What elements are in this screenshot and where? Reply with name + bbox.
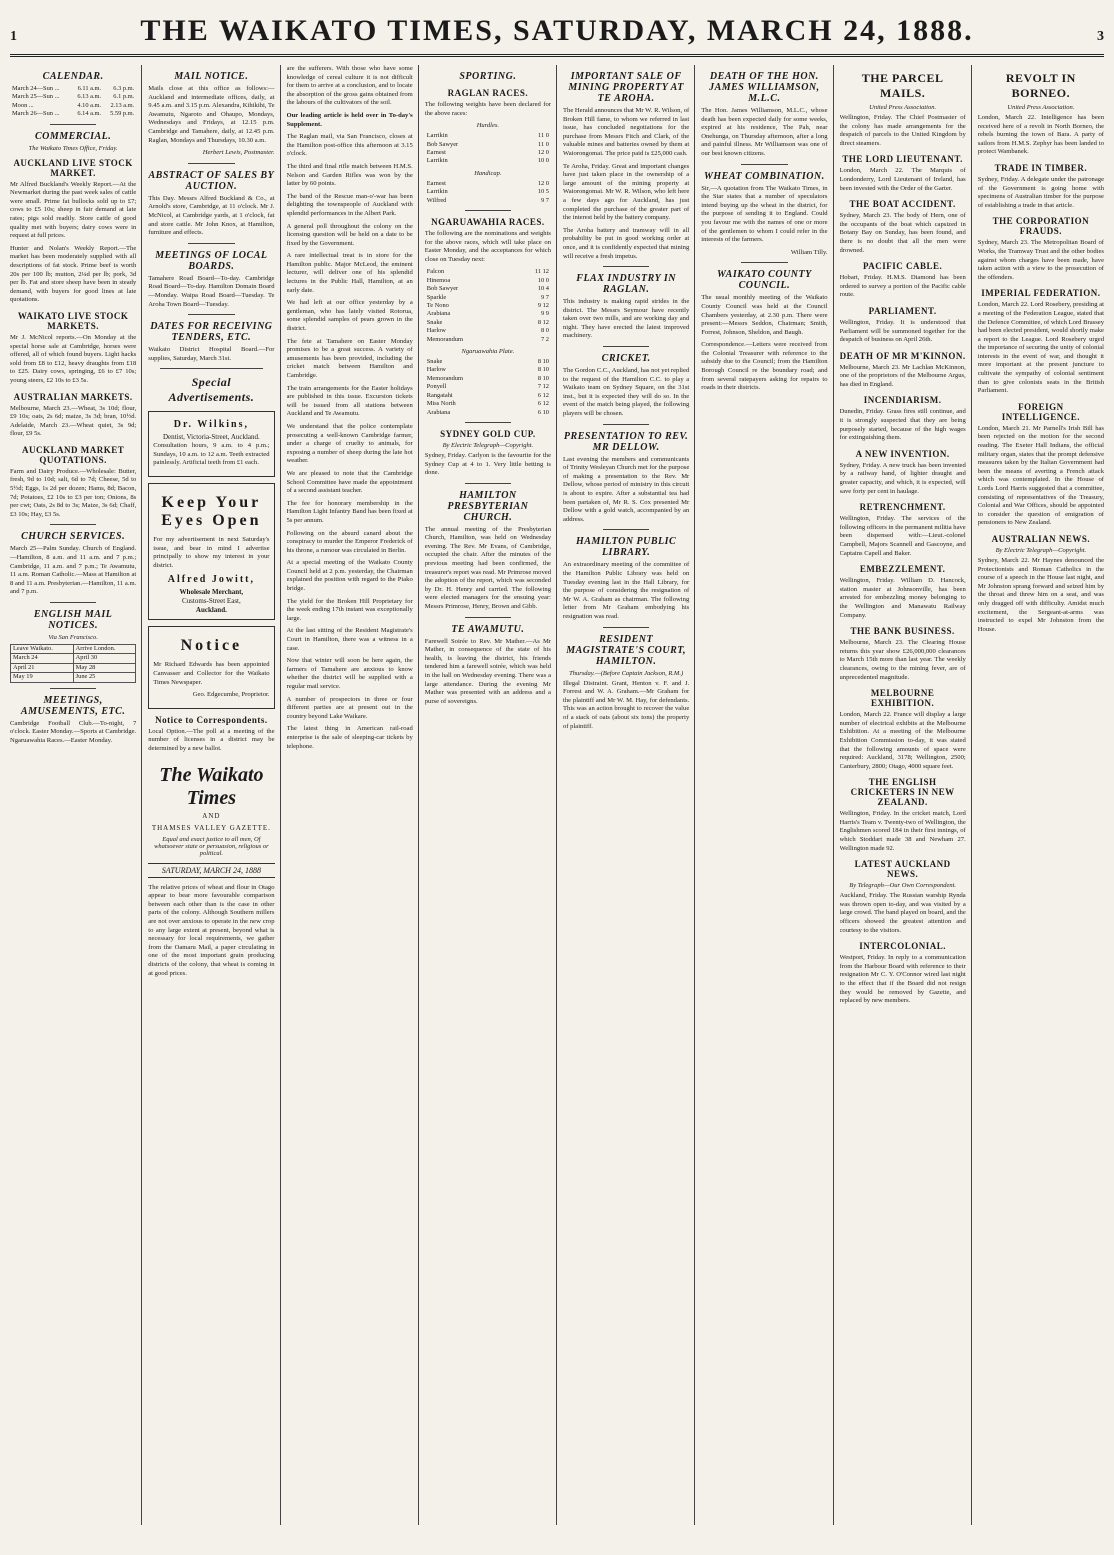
te-awamutu-paragraph: Farewell Soirée to Rev. Mr Mather.—As Mr Mather, in consequence of the state of his health, is leaving the district, his friends tendered him a farewell soirée, which was held in the hall on Wednesday evening. There was a large attendance. During the evening Mr Mather was presented with an address and a purse of sovereigns. bbox=[424, 637, 551, 705]
calendar-cell: Moon ... bbox=[12, 101, 34, 109]
page-number-right: 3 bbox=[1097, 29, 1104, 44]
horse-name: Memorandum bbox=[426, 335, 463, 343]
imperial-federation-heading: IMPERIAL FEDERATION. bbox=[981, 288, 1101, 299]
mining-paragraph: The Herald announces that Mr W. R. Wilson, of Broken Hill fame, to whom we referred in last issue, has concluded negotiations for the purchase from Messrs Fitch and Clark, of the valuable mines and batteries owned by them at Waiorongomai. The price paid is £25,000 cash. bbox=[563, 107, 690, 157]
calendar-cell: 6.13 a.m. bbox=[77, 93, 102, 101]
australian-news-heading: AUSTRALIAN NEWS. bbox=[991, 533, 1091, 544]
commercial-heading: COMMERCIAL. bbox=[34, 130, 112, 142]
notice-signature: Geo. Edgecumbe, Proprietor. bbox=[192, 691, 270, 699]
mail-cell: Arrive London. bbox=[73, 645, 136, 654]
divider bbox=[160, 368, 262, 369]
horse-name: Harlow bbox=[426, 327, 446, 335]
dentist-paragraph: Consultation hours, 9 a.m. to 4 p.m.; Sundays, 10 a.m. to 12 a.m. Teeth extracted painlessly. Artificial teeth from £1 each. bbox=[153, 442, 270, 467]
sydney-cup-subheading: By Electric Telegraph—Copyright. bbox=[442, 441, 534, 449]
library-heading: HAMILTON PUBLIC LIBRARY. bbox=[576, 536, 677, 559]
table-row bbox=[11, 673, 136, 682]
horse-name: Larrikin bbox=[426, 188, 448, 196]
mail-table bbox=[10, 644, 136, 683]
rm-court-paragraph: Illegal Distraint. Grant, Henton v. F. and J. Forrest and W. A. Graham.—Mr Graham for the plaintiff and Mr W. M. Hay, for defendants. This was an action brought to recover the value of a stack of oats (about six tons) the property of plaintiff. bbox=[563, 679, 690, 730]
divider bbox=[188, 163, 234, 164]
parcel-paragraph: Wellington, Friday. The Chief Postmaster of the colony has made arrangements for the despatch of parcels to the United Kingdom by direct steamers. bbox=[839, 114, 966, 147]
table-row bbox=[425, 268, 551, 276]
mail-cell: May 28 bbox=[73, 663, 136, 672]
presbyterian-heading: HAMILTON PRESBYTERIAN CHURCH. bbox=[447, 489, 529, 523]
news-paragraph: are the sufferers. With those who have some knowledge of cereal culture it is not difficult for them to arrive at a conclusion, and to locate the absorption of the gross gains obtained from the labours of the cultivators of the soil. bbox=[286, 65, 413, 107]
horse-name: Larrikin bbox=[426, 132, 448, 140]
horse-weight: 8 10 bbox=[537, 366, 549, 374]
horse-weight: 8 10 bbox=[537, 374, 549, 382]
flax-heading: FLAX INDUSTRY IN RAGLAN. bbox=[576, 273, 676, 296]
column-2 bbox=[148, 65, 280, 1525]
mail-cell: April 30 bbox=[73, 654, 136, 663]
invention-paragraph: Sydney, Friday. A new truck has been invented by a railway hand, of lighter draught and greater capacity, and which, it is expected, will save forty per cent in haulage. bbox=[839, 461, 966, 495]
horse-name: Earnest bbox=[426, 179, 446, 187]
news-paragraph: The Raglan mail, via San Francisco, closes at the Hamilton post-office this afternoon at 3.15 o'clock. bbox=[286, 133, 413, 158]
horse-name: Snake bbox=[426, 358, 443, 366]
horse-name: Ponyell bbox=[426, 383, 447, 391]
borneo-subheading: United Press Association. bbox=[1007, 104, 1075, 111]
sydney-cup-heading: SYDNEY GOLD CUP. bbox=[440, 428, 536, 439]
pacific-cable-paragraph: Hobart, Friday. H.M.S. Diamond has been ordered to survey a portion of the Pacific cable route. bbox=[839, 274, 966, 299]
calendar-cell: 5.59 p.m. bbox=[110, 110, 135, 118]
local-boards-paragraph: Tamahere Road Board—To-day. Cambridge Road Board—To-day. Hamilton Domain Board—Monday. Waipa Road Board—Tuesday. Te Aroha Town Board—Tuesday. bbox=[148, 274, 275, 308]
horse-weight: 12 0 bbox=[537, 149, 549, 156]
dentist-address: Dentist, Victoria-Street, Auckland. bbox=[162, 433, 260, 442]
horse-weight: 8 12 bbox=[537, 318, 549, 326]
table-row bbox=[425, 392, 551, 400]
calendar-cell: March 24—Sun ... bbox=[12, 85, 60, 92]
retrenchment-paragraph: Wellington, Friday. The services of the following officers in the permanent militia have been dispensed with:—Lieut.-colonel Campbell, Majors Scannell and Gascoyne, and Captains Capell and Baker. bbox=[839, 515, 966, 557]
handicap-table bbox=[425, 180, 551, 205]
paper-and: AND bbox=[202, 811, 221, 820]
latest-auckland-subheading: By Telegraph—Our Own Correspondent. bbox=[849, 882, 957, 890]
table-row bbox=[425, 409, 551, 417]
horse-weight: 6 12 bbox=[537, 391, 549, 399]
divider bbox=[741, 262, 787, 263]
borneo-heading: REVOLT IN BORNEO. bbox=[1005, 71, 1076, 100]
table-row bbox=[11, 654, 136, 663]
notice-headline: Notice bbox=[180, 637, 243, 655]
table-row bbox=[425, 197, 551, 205]
hurdles-heading: Hurdles. bbox=[476, 122, 500, 130]
ngaruawahia-table bbox=[425, 268, 551, 344]
divider bbox=[603, 627, 649, 628]
mining-paragraph: Te Aroha, Friday. Great and important changes have just taken place in the ownership of a large amount of the mining property at Waiorongomai. Mr W. R. Wilson, who left here a few days ago for Auckland, has just completed the purchase of the greater part of the interest held by the battery company. bbox=[563, 162, 690, 222]
latest-auckland-paragraph: Auckland, Friday. The Russian warship Rynda was thrown open to-day, and was visited by a large crowd. The band played on board, and the officers showed the greatest attention and courtesy to the visitors. bbox=[839, 892, 966, 934]
hurdles-table bbox=[425, 132, 551, 166]
boat-accident-heading: THE BOAT ACCIDENT. bbox=[849, 199, 956, 210]
table-row bbox=[425, 336, 551, 344]
australian-markets-heading: AUSTRALIAN MARKETS. bbox=[13, 391, 133, 402]
auckland-quotations-heading: AUCKLAND MARKET QUOTATIONS. bbox=[21, 444, 125, 465]
invention-heading: A NEW INVENTION. bbox=[855, 448, 950, 459]
masthead bbox=[10, 10, 1104, 57]
table-row bbox=[425, 180, 551, 188]
mckinnon-paragraph: Melbourne, March 23. Mr Lachlan McKinnon, one of the proprietors of the Melbourne Argus, has died in England. bbox=[839, 363, 966, 388]
sydney-cup-paragraph: Sydney, Friday. Carlyon is the favourite for the Sydney Cup at 4 to 1. Very little betting is done. bbox=[424, 451, 551, 477]
calendar-cell: March 25—Sun ... bbox=[12, 93, 60, 101]
corporation-frauds-paragraph: Sydney, March 23. The Metropolitan Board of Works, the Tramway Trust and the other bodies against whom charges have been made, have taken action with a view to the prosecution of the offenders. bbox=[977, 239, 1104, 281]
news-paragraph: Now that winter will soon be here again, the farmers of Tamahere are anxious to know whether the district will be supplied with a regular mail service. bbox=[286, 657, 413, 690]
eyes-paragraph: For my advertisement in next Saturday's issue, and bear in mind I advertise principally to show my interest in your district. bbox=[153, 536, 270, 569]
tenders-heading: DATES FOR RECEIVING TENDERS, ETC. bbox=[150, 321, 273, 344]
calendar-table bbox=[10, 85, 136, 119]
timber-heading: TRADE IN TIMBER. bbox=[994, 162, 1088, 173]
melbourne-exhibition-heading: MELBOURNE EXHIBITION. bbox=[870, 688, 935, 709]
column-5 bbox=[563, 65, 695, 1525]
horse-weight: 9 12 bbox=[537, 302, 549, 310]
dentist-advertisement bbox=[148, 411, 274, 477]
newspaper-page bbox=[10, 10, 1104, 1535]
table-row bbox=[425, 366, 551, 374]
eyes-advertisement bbox=[148, 483, 274, 620]
commercial-market-heading: AUCKLAND LIVE STOCK MARKET. bbox=[13, 157, 133, 178]
intercolonial-paragraph: Westport, Friday. In reply to a communication from the Harbour Board with reference to their resignation Mr C. Y. O'Connor wired last night to the effect that if the Board did not resign they would be removed by Gazette, and replaced by new members. bbox=[839, 954, 966, 1005]
calendar-cell: March 26—Sun ... bbox=[12, 110, 60, 118]
mail-cell: Leave Waikato. bbox=[11, 645, 74, 654]
horse-weight: 11 12 bbox=[534, 268, 549, 276]
mckinnon-heading: DEATH OF MR M'KINNON. bbox=[839, 350, 966, 361]
horse-name: Rangatahi bbox=[426, 391, 453, 399]
paper-title: The Waikato Times bbox=[159, 763, 264, 809]
table-row bbox=[10, 102, 136, 110]
cricketers-heading: THE ENGLISH CRICKETERS IN NEW ZEALAND. bbox=[850, 777, 955, 808]
mail-notice-paragraph: Mails close at this office as follows:—Auckland and intermediate offices, daily, at 9.45 a.m. and 3.15 p.m. Alexandra, Kihikihi, Te Awamutu, Ngaroto and Ohaupo, Mondays, Wednesdays and Fridays, at 12.15 p.m. Cambridge and Tamahere, daily, at 12.45 p.m. Raglan, Mondays and Thursdays, 10.30 a.m. bbox=[148, 85, 275, 144]
calendar-cell: 6.1 p.m. bbox=[113, 93, 135, 101]
raglan-races-heading: RAGLAN RACES. bbox=[447, 88, 529, 98]
horse-name: Falcon bbox=[426, 268, 445, 276]
death-paragraph: The Hon. James Williamson, M.L.C., whose death has been expected daily for some weeks, expired at his residence, The Pah, near Onehunga, on Thursday afternoon, after a long and painful illness. Mr Williamson was one of our best known citizens. bbox=[701, 107, 828, 157]
mail-cell: May 19 bbox=[11, 673, 74, 682]
dellow-paragraph: Last evening the members and communicants of Trinity Wesleyan Church met for the purpose of making a presentation to the Rev. Mr Dellow, whose period of ministry in this circuit is about to expire. After a substantial tea had been partaken of, Mr R. S. Cox presented Mr Dellow with a gold watch, accompanied by an address. bbox=[563, 455, 690, 523]
te-awamutu-heading: TE AWAMUTU. bbox=[451, 623, 525, 635]
mail-notice-signature: Herbert Lewis, Postmaster. bbox=[202, 149, 275, 157]
pacific-cable-heading: PACIFIC CABLE. bbox=[862, 261, 943, 272]
boat-accident-paragraph: Sydney, March 23. The body of Hern, one of the occupants of the boat which capsized in Botany Bay on Sunday, has been found, and there is no doubt that all the men were drowned. bbox=[839, 212, 966, 254]
abstract-sales-paragraph: This Day. Messrs Alfred Buckland & Co., at Arnold's store, Cambridge, at 11 o'clock. Mr J. McNicol, at Cambridge yards, at 1 o'clock, fat and store cattle. Mr John Knox, at Hamilton, furniture and effects. bbox=[148, 194, 275, 237]
horse-weight: 10 4 bbox=[537, 285, 549, 293]
table-row bbox=[425, 132, 551, 140]
horse-weight: 7 2 bbox=[541, 335, 549, 343]
horse-weight: 10 0 bbox=[537, 276, 549, 284]
table-row bbox=[425, 149, 551, 157]
library-paragraph: An extraordinary meeting of the committee of the Hamilton Public Library was held on Tuesday evening last in the Hall Library, for the purpose of considering the resignation of Mr W. A. Graham as chairman. The following letter from Mr Graham embodying his resignation was read. bbox=[563, 561, 690, 620]
page-number-left: 1 bbox=[10, 29, 17, 44]
news-paragraph: The band of the Rescue man-o'-war has been delighting the townspeople of Auckland with splendid performances in the Albert Park. bbox=[286, 192, 413, 217]
table-row bbox=[425, 277, 551, 285]
table-row bbox=[425, 319, 551, 327]
ngaruawahia-heading: NGARUAWAHIA RACES. bbox=[431, 217, 545, 228]
cricketers-paragraph: Wellington, Friday. In the cricket match, Lord Harris's Team v. Twenty-two of Wellington, the Englishmen scored 184 in their first innings, of which Stoddart made 38 and Newham 27. Wellington made 92. bbox=[839, 810, 966, 852]
divider bbox=[741, 164, 787, 165]
news-paragraph: Our leading article is held over in To-day's Supplement. bbox=[286, 111, 413, 128]
wheat-signature: William Tilly. bbox=[790, 248, 828, 256]
raglan-paragraph: The following weights have been declared for the above races: bbox=[424, 101, 551, 117]
australian-news-subheading: By Electric Telegraph—Copyright. bbox=[995, 546, 1087, 554]
table-row bbox=[425, 294, 551, 302]
horse-name: Memorandum bbox=[426, 374, 463, 382]
eyes-headline: Keep Your Eyes Open bbox=[161, 494, 262, 530]
incendiarism-paragraph: Dunedin, Friday. Grass fires still continue, and it is strongly suspected that they are being purposely started, because of the high wages for extinguishing them. bbox=[839, 408, 966, 442]
flax-paragraph: This industry is making rapid strides in the district. The Messrs Seymour have recently taken over two mills, and are working day and night. They have erected the latest improved machinery. bbox=[563, 298, 690, 340]
table-row bbox=[425, 383, 551, 391]
australian-news-paragraph: Sydney, March 22. Mr Haynes denounced the Protectionists and Roman Catholics in the course of a speech in the House last night, and Mr Johnston sprang forward and seized him by the throat and threw him on a seat, and was only dragged off with difficulty. Amidst much excitement, the Sergeant-at-arms was instructed to expel Mr Johnston from the House. bbox=[977, 556, 1104, 633]
news-paragraph: The latest thing in American rail-road enterprise is the sale of sleeping-car tickets by telephone. bbox=[286, 725, 413, 750]
horse-name: Sparkle bbox=[426, 293, 447, 301]
plate-table bbox=[425, 358, 551, 417]
notice-advertisement bbox=[148, 626, 274, 708]
horse-name: Bob Sawyer bbox=[426, 285, 459, 293]
divider bbox=[188, 314, 234, 315]
news-paragraph: We had left at our office yesterday by a gentleman, who has lately visited Rotorua, some splendid samples of pears grown in the district. bbox=[286, 299, 413, 333]
borneo-paragraph: London, March 22. Intelligence has been received here of a revolt in North Borneo, the rebels burning the town of Bara. A party of sailors from H.M.S. Zephyr has been landed to protect Wambanek. bbox=[977, 114, 1104, 156]
merchant-name: Alfred Jowitt, bbox=[167, 574, 255, 586]
intercolonial-heading: INTERCOLONIAL. bbox=[859, 941, 946, 952]
imperial-federation-paragraph: London, March 22. Lord Rosebery, presiding at a meeting of the Federation League, stated that the Defence Committee, of which Lord Brassey had been elected president, would shortly make a report to the League. Lord Rosebery urged the importance of securing the unity of colonial interests in the event of war, and thought it more important at the present juncture to cultivate the sympathy of colonial sentiment than to give colonists seats in the British Parliament. bbox=[977, 301, 1104, 395]
table-row bbox=[10, 110, 136, 118]
news-paragraph: We understand that the police contemplate prosecuting a well-known Cambridge farmer, under a charge of cruelty to animals, for exposing a number of sheep during the late hot weather. bbox=[286, 422, 413, 465]
horse-weight: 9 7 bbox=[541, 293, 549, 301]
divider bbox=[188, 243, 234, 244]
mail-notice-heading: MAIL NOTICE. bbox=[174, 71, 249, 82]
divider bbox=[465, 210, 511, 211]
livestock-paragraph: Mr J. McNicol reports.—On Monday at the special horse sale at Cambridge, horses were offered, all of which found buyers. Light hacks sold from £8 to £12, heavy draughts from £18 to £25. Dairy cows, springing, £6 to £7 10s; young steers, £2 10s to £3 5s. bbox=[10, 333, 137, 384]
divider bbox=[50, 124, 96, 125]
horse-name: Snake bbox=[426, 318, 443, 326]
commercial-paragraph: Hunter and Nolan's Weekly Report.—The market has been moderately supplied with all descriptions of fat stock. Prime beef is worth 20s per 100 lb; mutton, 2¼d per lb; pork, 3d per lb. Fat and store sheep have been in steady demand, with buyers for good lines at late quotations. bbox=[10, 244, 137, 304]
correspondents-paragraph: Local Option.—The poll at a meeting of the number of licenses in a district may be determined by a new ballot. bbox=[148, 727, 275, 752]
divider bbox=[465, 617, 511, 618]
embezzlement-paragraph: Wellington, Friday. William D. Hancock, station master at Johnsonville, has been arrested for embezzling money belonging to the Wellington and Manawatu Railway Company. bbox=[839, 577, 966, 619]
paper-subtitle: THAMSES VALLEY GAZETTE. bbox=[151, 823, 271, 832]
table-row bbox=[425, 400, 551, 408]
divider bbox=[50, 602, 96, 603]
horse-name: Earnest bbox=[426, 149, 446, 156]
news-paragraph: Following on the absurd canard about the conspiracy to murder the Emperor Frederick of his throne, a rumour was circulated in Berlin. bbox=[286, 529, 413, 554]
news-paragraph: The fete at Tamahere on Easter Monday promises to be a great success. A variety of amusements has been provided, including the cricket match between Hamilton and Cambridge. bbox=[286, 337, 413, 379]
horse-weight: 10 5 bbox=[537, 188, 549, 196]
divider bbox=[50, 524, 96, 525]
column-7 bbox=[840, 65, 972, 1525]
church-paragraph: March 25—Palm Sunday. Church of England.—Hamilton, 8 a.m. and 11 a.m. and 7 p.m.; Cambridge, 11 a.m. and 7 p.m.; Te Awamutu, 11 a.m. Roman Catholic.—Mass at Hamilton at 8 and 11 a.m. Presbyterian.—Hamilton, 11 a.m. and 7 p.m. bbox=[10, 545, 137, 596]
leading-article: The relative prices of wheat and flour in Otago appear to bear more favourable comparison between each other than is the case in other parts of the colony. Although Southern millers are not over anxious to operate in the new crop to any large extent at present, beyond what is necessary for local requirements, we gather from the Oamaru Mail, a paper circulating in one of the most important grain producing districts of the colony, that wheat is coming in at good prices. bbox=[148, 883, 275, 977]
horse-weight: 7 12 bbox=[537, 383, 549, 391]
mail-cell: April 21 bbox=[11, 663, 74, 672]
parcel-mails-heading: THE PARCEL MAILS. bbox=[861, 71, 944, 100]
divider bbox=[465, 483, 511, 484]
table-row bbox=[425, 157, 551, 165]
column-6 bbox=[701, 65, 833, 1525]
mining-sale-heading: IMPORTANT SALE OF MINING PROPERTY AT TE AROHA. bbox=[568, 71, 684, 104]
news-paragraph: A number of prospectors in three or four different parties are at present out in the country beyond Lake Waikare. bbox=[286, 695, 413, 720]
divider bbox=[465, 422, 511, 423]
horse-weight: 8 0 bbox=[541, 327, 549, 335]
table-row bbox=[11, 645, 136, 654]
timber-paragraph: Sydney, Friday. A delegate under the patronage of the Government is going home with specimens of Australian timber for the purpose of establishing a trade in that article. bbox=[977, 175, 1104, 209]
horse-name: Miss North bbox=[426, 400, 456, 408]
horse-weight: 9 7 bbox=[541, 196, 549, 204]
horse-name: Arabiana bbox=[426, 408, 451, 416]
horse-name: Hinemoa bbox=[426, 276, 451, 284]
horse-weight: 6 12 bbox=[537, 400, 549, 408]
local-boards-heading: MEETINGS OF LOCAL BOARDS. bbox=[155, 249, 268, 272]
dentist-name: Dr. Wilkins, bbox=[173, 419, 249, 431]
news-paragraph: We are pleased to note that the Cambridge School Committee have made the appointment of a second assistant teacher. bbox=[286, 469, 413, 495]
calendar-cell: 4.10 a.m. bbox=[77, 101, 102, 109]
news-paragraph: A general poll throughout the colony on the licensing question will be held on a date to be fixed by the Government. bbox=[286, 222, 413, 247]
commercial-paragraph: Mr Alfred Buckland's Weekly Report.—At the Newmarket during the past week sales of cattle were small. Prime fat bullocks sold up to £7; cows to £5 10s; sheep in fair demand at late rates; pigs sold readily. Store cattle of good quality met with buyers; dairy cows were in request at full prices. bbox=[10, 180, 137, 240]
divider bbox=[603, 266, 649, 267]
rm-court-subheading: Thursday.—(Before Captain Jackson, R.M.) bbox=[569, 669, 684, 677]
notice-paragraph: Mr Richard Edwards has been appointed Canvasser and Collector for the Waikato Times Newspaper. bbox=[153, 661, 270, 686]
calendar-cell: 6.14 a.m. bbox=[77, 110, 102, 118]
merchant-line: Auckland. bbox=[195, 606, 227, 615]
latest-auckland-heading: LATEST AUCKLAND NEWS. bbox=[854, 859, 951, 880]
horse-name: Wilfred bbox=[426, 196, 447, 204]
meetings-heading: MEETINGS, AMUSEMENTS, ETC. bbox=[20, 694, 126, 717]
horse-weight: 11 0 bbox=[538, 132, 549, 140]
column-4 bbox=[425, 65, 557, 1525]
horse-weight: 6 10 bbox=[537, 408, 549, 416]
calendar-cell: 2.13 a.m. bbox=[110, 101, 135, 109]
special-ads-heading: Special Advertisements. bbox=[168, 375, 255, 405]
table-row bbox=[425, 285, 551, 293]
news-paragraph: A rare intellectual treat is in store for the Hamilton public. Major McLeod, the eminent lecturer, will deliver one of his splendid lectures in the Public Hall, Hamilton, at an early date. bbox=[286, 252, 413, 294]
county-paragraph: The usual monthly meeting of the Waikato County Council was held at the Council Chambers yesterday, at 2.30 p.m. There were present:—Messrs Seddon, Chairman; Smith, Forrest, Johnson, Sheldon, and Baugh. bbox=[701, 294, 828, 336]
table-row bbox=[425, 141, 551, 149]
foreign-intelligence-heading: FOREIGN INTELLIGENCE. bbox=[1001, 401, 1081, 422]
corporation-frauds-heading: THE CORPORATION FRAUDS. bbox=[992, 216, 1090, 237]
lord-lieutenant-paragraph: London, March 22. The Marquis of Londonderry, Lord Lieutenant of Ireland, has been invested with the Order of the Garter. bbox=[839, 167, 966, 192]
church-heading: CHURCH SERVICES. bbox=[21, 531, 126, 543]
column-3 bbox=[287, 65, 419, 1525]
bank-business-heading: THE BANK BUSINESS. bbox=[850, 626, 955, 637]
divider bbox=[50, 688, 96, 689]
auckland-quotations-paragraph: Farm and Dairy Produce.—Wholesale: Butter, fresh, 9d to 10d; salt, 6d to 7d; Cheese, 5d to 5½d; Eggs, 1s 2d per dozen; Hams, 8d; Bacon, 7d; Potatoes, £2 10s to £3 per ton; Onions, 8s per cwt; Oats, 2s 8d to 3s; Maize, 3s 6d; Chaff, £3 10s; Hay, £3 5s. bbox=[10, 467, 137, 518]
divider bbox=[603, 424, 649, 425]
horse-weight: 12 0 bbox=[537, 179, 549, 187]
column-1 bbox=[10, 65, 142, 1525]
horse-name: Bob Sawyer bbox=[426, 140, 459, 148]
dellow-heading: PRESENTATION TO REV. MR DELLOW. bbox=[563, 430, 689, 453]
news-paragraph: The train arrangements for the Easter holidays are published in this issue. Excursion tickets will be issued from all stations between Auckland and Te Awamutu. bbox=[286, 384, 413, 418]
parliament-paragraph: Wellington, Friday. It is understood that Parliament will be summoned together for the despatch of business on April 26th. bbox=[839, 318, 966, 344]
table-row bbox=[425, 188, 551, 196]
mining-paragraph: The Aroha battery and tramway will in all probability be put in good working order at once, and it is confidently expected that mining will receive a fresh impetus. bbox=[563, 226, 690, 260]
table-row bbox=[425, 375, 551, 383]
table-row bbox=[425, 327, 551, 335]
sporting-heading: SPORTING. bbox=[459, 71, 517, 82]
table-row bbox=[10, 85, 136, 93]
news-paragraph: The yield for the Broken Hill Proprietary for the week ending 17th instant was exceptionally large. bbox=[286, 597, 413, 622]
lord-lieutenant-heading: THE LORD LIEUTENANT. bbox=[842, 154, 963, 165]
news-paragraph: At the last sitting of the Resident Magistrate's Court in Hamilton, there was a witness in a case. bbox=[286, 627, 413, 652]
melbourne-exhibition-paragraph: London, March 22. France will display a large number of electrical exhibits at the Melbourne Exhibition. At a meeting of the Melbourne Exhibition Commission to-day, it was stated that the following amounts of space were required: Auckland, 3178; Wellington, 2500; Canterbury, 2800; Otago, 4000 square feet. bbox=[839, 711, 966, 770]
divider bbox=[603, 346, 649, 347]
parcel-mails-subheading: United Press Association. bbox=[869, 104, 937, 111]
news-paragraph: The fee for honorary membership in the Hamilton Light Infantry Band has been fixed at 5s per annum. bbox=[286, 499, 413, 524]
news-paragraph: The third and final rifle match between H.M.S. Nelson and Garden Rifles was won by the latter by 60 points. bbox=[286, 162, 413, 188]
mail-notices-subheading: Via San Francisco. bbox=[48, 634, 98, 641]
horse-weight: 10 0 bbox=[537, 157, 549, 165]
county-council-heading: WAIKATO COUNTY COUNCIL. bbox=[717, 269, 812, 292]
horse-name: Larrikin bbox=[426, 157, 448, 165]
horse-name: Harlow bbox=[426, 366, 446, 374]
cricket-heading: CRICKET. bbox=[601, 353, 651, 365]
merchant-line: Customs-Street East, bbox=[182, 597, 241, 606]
commercial-subheading: The Waikato Times Office, Friday. bbox=[28, 144, 118, 152]
tenders-paragraph: Waikato District Hospital Board.—For supplies, Saturday, March 31st. bbox=[148, 346, 275, 362]
incendiarism-heading: INCENDIARISM. bbox=[863, 395, 942, 406]
horse-weight: 9 9 bbox=[541, 310, 549, 318]
bank-business-paragraph: Melbourne, March 23. The Clearing House returns this year show £26,000,000 clearances to March 15th more than last year. The weekly clearances, owing to the mining fever, are of unprecedented magnitude. bbox=[839, 639, 966, 681]
columns bbox=[10, 65, 1104, 1525]
correspondents-heading: Notice to Correspondents. bbox=[155, 714, 268, 725]
county-paragraph: Correspondence.—Letters were received from the Colonial Treasurer with reference to the subsidy due to the Council; from the Hamilton Borough Council re the boundary road; and from several ratepayers asking for repairs to roads in their districts. bbox=[701, 341, 828, 392]
calendar-cell: 6.3 p.m. bbox=[113, 85, 135, 92]
horse-weight: 11 0 bbox=[538, 140, 549, 148]
mail-notices-heading: ENGLISH MAIL NOTICES. bbox=[33, 609, 113, 631]
horse-weight: 8 10 bbox=[537, 358, 549, 366]
calendar-heading: CALENDAR. bbox=[42, 71, 104, 82]
presbyterian-paragraph: The annual meeting of the Presbyterian Church, Hamilton, was held on Wednesday evening. The Rev. Mr Evans, of Cambridge, occupied the chair. After the minutes of the previous meeting had been confirmed, the treasurer's report was read. Mr Primrose moved the adoption of the report, which was seconded by Dr. H. Henry and carried. The following were elected managers for the ensuing year: Messrs Primrose, Henry, Brown and Gibb. bbox=[424, 525, 551, 611]
wheat-paragraph: Sir,—A quotation from The Waikato Times, in the Star states that a number of speculators intend buying up the wheat in the district, for the purpose of sending it to England. Could you favour me with the names of one or more of the gentlemen to whom I could refer in the interests of the farmers. bbox=[701, 184, 828, 244]
abstract-sales-heading: ABSTRACT OF SALES BY AUCTION. bbox=[148, 169, 275, 192]
table-row bbox=[425, 302, 551, 310]
foreign-intelligence-paragraph: London, March 21. Mr Parnell's Irish Bill has been rejected on the motion for the second reading. The Exeter Hall Indians, the official military organ, states that the prompt defensive measures taken by the Italian Government had been the means of averting a French attack which was contemplated. In the House of Lords Lord Harris suggested that a committee, consisting of representatives of the Treasury, Colonial and War Offices, should be appointed to consider the question of emigration of pensioners to New Zealand. bbox=[977, 424, 1104, 527]
handicap-heading: Handicap. bbox=[474, 169, 502, 177]
cricket-paragraph: The Gordon C.C., Auckland, has not yet replied to the request of the Hamilton C.C. to play a Waikato team on Sydney Square, on the 31st inst., but it is expected they will do so. In the event of the match being played, the following players will be chosen. bbox=[563, 367, 690, 418]
table-row bbox=[11, 663, 136, 672]
livestock-heading: WAIKATO LIVE STOCK MARKETS. bbox=[17, 310, 129, 331]
death-williamson-heading: DEATH OF THE HON. JAMES WILLIAMSON, M.L.C. bbox=[709, 71, 820, 104]
mail-cell: March 24 bbox=[11, 654, 74, 663]
paper-motto: Equal and exact justice to all men, Of whatsoever state or persuasion, religious or political. bbox=[154, 835, 269, 857]
rm-court-heading: RESIDENT MAGISTRATE'S COURT, HAMILTON. bbox=[566, 633, 686, 667]
australian-markets-paragraph: Melbourne, March 23.—Wheat, 3s 10d; flour, £9 10s; oats, 2s 6d; maize, 3s 3d; bran, 10½d. Adelaide, March 23.—Wheat quiet, 3s 9d; flour, £9 5s. bbox=[10, 404, 137, 438]
meetings-paragraph: Cambridge Football Club.—To-night, 7 o'clock. Easter Monday.—Sports at Cambridge. Ngaruawahia Races.—Easter Monday. bbox=[10, 719, 137, 744]
divider bbox=[603, 529, 649, 530]
table-row bbox=[425, 358, 551, 366]
horse-name: Te Nono bbox=[426, 302, 449, 310]
table-row bbox=[10, 93, 136, 101]
newspaper-title: THE WAIKATO TIMES, SATURDAY, MARCH 24, 1888. bbox=[140, 14, 974, 47]
news-paragraph: At a special meeting of the Waikato County Council held at 2 p.m. yesterday, the Chairman explained the position with regard to the Piako bridge. bbox=[286, 559, 413, 593]
horse-name: Arabiana bbox=[426, 310, 451, 318]
embezzlement-heading: EMBEZZLEMENT. bbox=[859, 564, 946, 575]
merchant-line: Wholesale Merchant, bbox=[179, 588, 244, 597]
calendar-cell: 6.11 a.m. bbox=[77, 85, 102, 92]
wheat-heading: WHEAT COMBINATION. bbox=[704, 170, 825, 182]
column-8 bbox=[978, 65, 1104, 1525]
table-row bbox=[425, 310, 551, 318]
dateline: SATURDAY, MARCH 24, 1888 bbox=[148, 863, 274, 878]
parliament-heading: PARLIAMENT. bbox=[868, 305, 937, 316]
mail-cell: June 25 bbox=[73, 673, 136, 682]
ngaruawahia-paragraph: The following are the nominations and weights for the above races, which will take place on Easter Monday, and the acceptances for which close on Tuesday next: bbox=[424, 230, 551, 263]
retrenchment-heading: RETRENCHMENT. bbox=[859, 502, 946, 513]
ngaruawahia-plate-heading: Ngaruawahia Plate. bbox=[461, 348, 515, 356]
